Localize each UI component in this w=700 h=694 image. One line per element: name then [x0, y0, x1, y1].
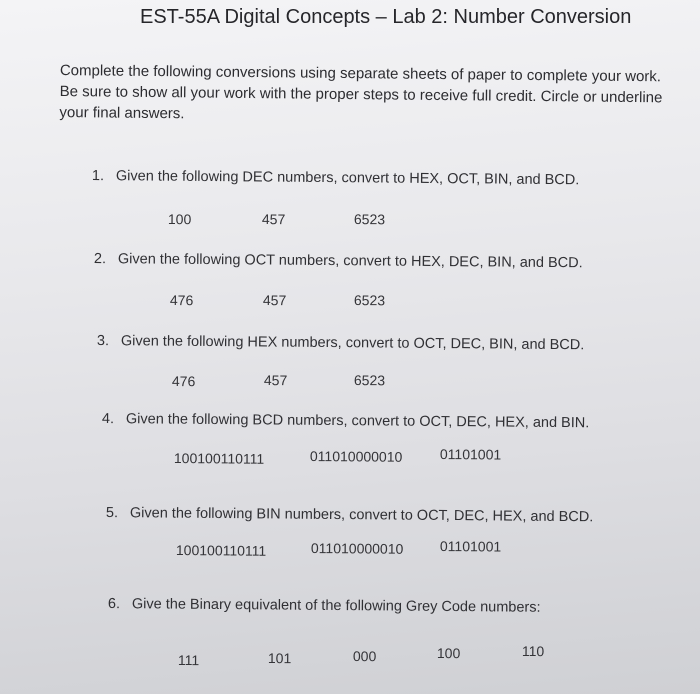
question-6-value-5: 110: [521, 643, 545, 660]
question-text: Given the following BCD numbers, convert to OCT, DEC, HEX, and BIN.: [125, 411, 590, 432]
question-text: Given the following BIN numbers, convert to OCT, DEC, HEX, and BCD.: [129, 505, 594, 526]
question-text: Give the Binary equivalent of the following Grey Code numbers:: [131, 596, 541, 616]
question-3-value-3: 6523: [353, 372, 386, 389]
question-4-value-2: 011010000010: [309, 448, 403, 465]
question-2-value-2: 457: [262, 292, 287, 309]
page-title: EST-55A Digital Concepts – Lab 2: Number Conversion: [140, 6, 632, 28]
question-6-value-3: 000: [352, 648, 377, 665]
question-number: 2.: [93, 251, 107, 268]
question-3-value-1: 476: [171, 373, 196, 390]
question-2-value-3: 6523: [353, 292, 386, 309]
question-5-value-3: 01101001: [439, 538, 502, 555]
question-4-value-3: 01101001: [439, 446, 502, 463]
question-4: [102, 411, 590, 431]
question-2-value-1: 476: [169, 292, 194, 309]
question-number: 6.: [107, 596, 121, 613]
question-1-value-1: 100: [167, 211, 192, 228]
question-5: [106, 505, 594, 525]
question-3: [97, 333, 585, 353]
question-text: Given the following DEC numbers, convert to HEX, OCT, BIN, and BCD.: [115, 168, 580, 189]
question-6-value-1: 111: [177, 652, 200, 669]
question-3-value-2: 457: [263, 372, 288, 389]
question-text: Given the following OCT numbers, convert to HEX, DEC, BIN, and BCD.: [117, 251, 583, 272]
instructions-paragraph: Complete the following conversions using separate sheets of paper to complete your work. Be sure to show all your work with the proper steps to receive full credit. Circle or underline your final answers.: [59, 61, 663, 123]
question-text: Given the following HEX numbers, convert to OCT, DEC, BIN, and BCD.: [120, 333, 585, 354]
question-number: 1.: [91, 168, 105, 185]
question-number: 4.: [101, 411, 115, 428]
question-1: [92, 168, 580, 188]
question-6-value-4: 100: [436, 645, 461, 662]
question-5-value-2: 011010000010: [310, 540, 404, 557]
question-4-value-1: 100100110111: [173, 450, 265, 467]
question-number: 3.: [96, 333, 110, 350]
question-1-value-2: 457: [261, 211, 286, 228]
question-6: [108, 596, 541, 616]
question-1-value-3: 6523: [353, 211, 386, 228]
question-6-value-2: 101: [267, 650, 292, 667]
question-2: [94, 251, 583, 271]
question-number: 5.: [105, 505, 119, 522]
question-5-value-1: 100100110111: [175, 542, 267, 559]
